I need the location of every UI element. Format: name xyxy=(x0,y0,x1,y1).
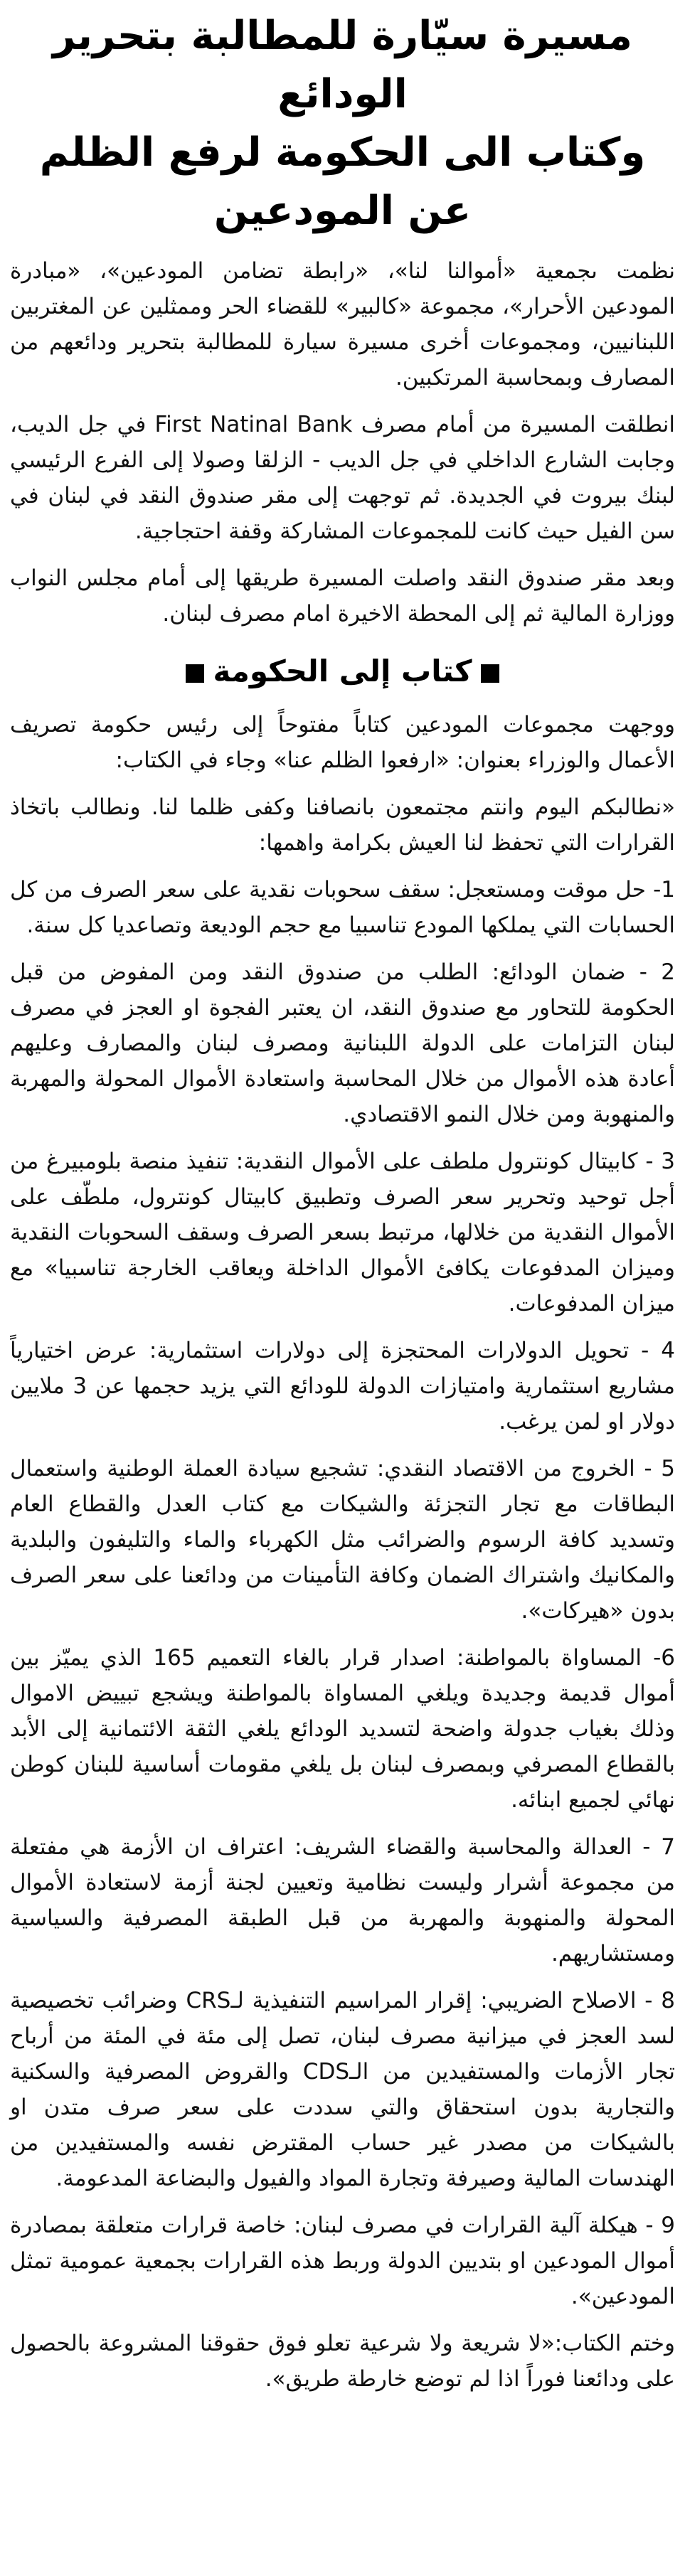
intro-paragraph-1: نظمت ىجمعية «أموالنا لنا»، «رابطة تضامن المودعين»، «مبادرة المودعين الأحرار»، مجموعة «كالبير» للقضاء الحر وممثلين عن المغتربين اللبنانيين، ومجموعات أخرى مسيرة سيارة للمطالبة بتحرير ودائعهم من المصارف وبمحاسبة المرتكبين. xyxy=(10,258,675,390)
square-bullet-icon xyxy=(186,664,204,683)
demand-5-paragraph: 5 - الخروج من الاقتصاد النقدي: تشجيع سيادة العملة الوطنية واستعمال البطاقات مع تجار التجزئة والشيكات مع كتاب العدل والقطاع العام وتسديد كافة الرسوم والضرائب مثل الكهرباء والماء والتليفون والبلدية والمكانيك واشتراك الضمان وكافة التأمينات من ودائعنا على سعر الصرف بدون «هيركات». xyxy=(10,1456,675,1624)
square-bullet-icon xyxy=(481,664,499,683)
demand-2-paragraph: 2 - ضمان الودائع: الطلب من صندوق النقد ومن المفوض من قبل الحكومة للتحاور مع صندوق النقد، ان يعتبر الفجوة او العجز في مصرف لبنان التزامات على الدولة اللبنانية ومصرف لبنان والمصارف وعليهم أعادة هذه الأموال من خلال المحاسبة واستعادة الأموال المحولة والمهربة والمنهوبة ومن خلال النمو الاقتصادي. xyxy=(10,959,675,1127)
demand-1-paragraph: 1- حل موقت ومستعجل: سقف سحوبات نقدية على سعر الصرف من كل الحسابات التي يملكها المودع تناسبيا مع حجم الوديعة وتصاعديا كل سنة. xyxy=(10,877,675,938)
demand-9-paragraph: 9 - هيكلة آلية القرارات في مصرف لبنان: خاصة قرارات متعلقة بمصادرة أموال المودعين او بتديين الدولة وربط هذه القرارات بجمعية عمومية تمثل المودعين». xyxy=(10,2213,675,2309)
letter-opening-paragraph: «نطالبكم اليوم وانتم مجتمعون بانصافنا وكفى ظلما لنا. ونطالب باتخاذ القرارات التي تحفظ لنا العيش بكرامة واهمها: xyxy=(10,794,675,856)
demand-3-paragraph: 3 - كابيتال كونترول ملطف على الأموال النقدية: تنفيذ منصة بلومبيرغ من أجل توحيد وتحرير سعر الصرف وتطبيق كابيتال كونترول، ملطّف على الأموال النقدية من خلالها، مرتبط بسعر الصرف وسقف السحوبات النقدية وميزان المدفوعات يكافئ الأموال الداخلة ويعاقب الخارجة تناسبيا» مع ميزان المدفوعات. xyxy=(10,1149,675,1316)
section-subhead xyxy=(10,650,675,693)
demand-6-paragraph: 6- المساواة بالمواطنة: اصدار قرار بالغاء التعميم 165 الذي يميّز بين أموال قديمة وجديدة ويلغي المساواة بالمواطنة ويشجع تبييض الاموال وذلك بغياب جدولة واضحة لتسديد الودائع يلغي الثقة الائتمانية إلى الأبد بالقطاع المصرفي وبمصرف لبنان بل يلغي مقومات أساسية للبنان كوطن نهائي لجميع ابنائه. xyxy=(10,1645,676,1813)
headline-line-2: وكتاب الى الحكومة لرفع الظلم عن المودعين xyxy=(39,129,646,234)
intro-paragraph-3: وبعد مقر صندوق النقد واصلت المسيرة طريقها إلى أمام مجلس النواب ووزارة المالية ثم إلى المحطة الاخيرة امام مصرف لبنان. xyxy=(10,565,675,627)
article-body xyxy=(10,253,675,2397)
letter-closing-paragraph: وختم الكتاب:«لا شريعة ولا شرعية تعلو فوق حقوقنا المشروعة بالحصول على ودائعنا فوراً اذا لم توضع خارطة طريق». xyxy=(10,2331,675,2392)
headline-line-1: مسيرة سيّارة للمطالبة بتحرير الودائع xyxy=(53,13,632,117)
letter-intro-paragraph: ووجهت مجموعات المودعين كتاباً مفتوحاً إلى رئيس حكومة تصريف الأعمال والوزراء بعنوان: «ارفعوا الظلم عنا» وجاء في الكتاب: xyxy=(10,712,675,773)
demand-7-paragraph: 7 - العدالة والمحاسبة والقضاء الشريف: اعتراف ان الأزمة هي مفتعلة من مجموعة أشرار وليست نظامية وتعيين لجنة أزمة لاستعادة الأموال المحولة والمنهوبة والمهربة من قبل الطبقة المصرفية والسياسية ومستشاريهم. xyxy=(10,1834,675,1966)
headline xyxy=(10,7,675,240)
demand-8-paragraph: 8 - الاصلاح الضريبي: إقرار المراسيم التنفيذية لـCRS وضرائب تخصيصية لسد العجز في ميزانية مصرف لبنان، تصل إلى مئة في المئة من أرباح تجار الأزمات والمستفيدين من الـCDS والقروض المصرفية والسكنية والتجارية بدون استحقاق والتي سددت على سعر صرف متدن او بالشيكات من مصدر غير حساب المقترض نفسه والمستفيدين من الهندسات المالية وصيرفة وتجارة المواد والفيول والبضاعة المدعومة. xyxy=(10,1988,676,2191)
demand-4-paragraph: 4 - تحويل الدولارات المحتجزة إلى دولارات استثمارية: عرض اختيارياً مشاريع استثمارية وامتيازات الدولة للودائع التي يزيد حجمها عن 3 ملايين دولار او لمن يرغب. xyxy=(10,1338,675,1435)
section-subhead-text: كتاب إلى الحكومة xyxy=(213,654,472,688)
intro-paragraph-2: انطلقت المسيرة من أمام مصرف First Natinal Bank في جل الديب، وجابت الشارع الداخلي في جل الديب - الزلقا وصولا إلى الفرع الرئيسي لبنك بيروت في الجديدة. ثم توجهت إلى مقر صندوق النقد في لبنان في سن الفيل حيث كانت للمجموعات المشاركة وقفة احتجاجية. xyxy=(10,412,675,544)
